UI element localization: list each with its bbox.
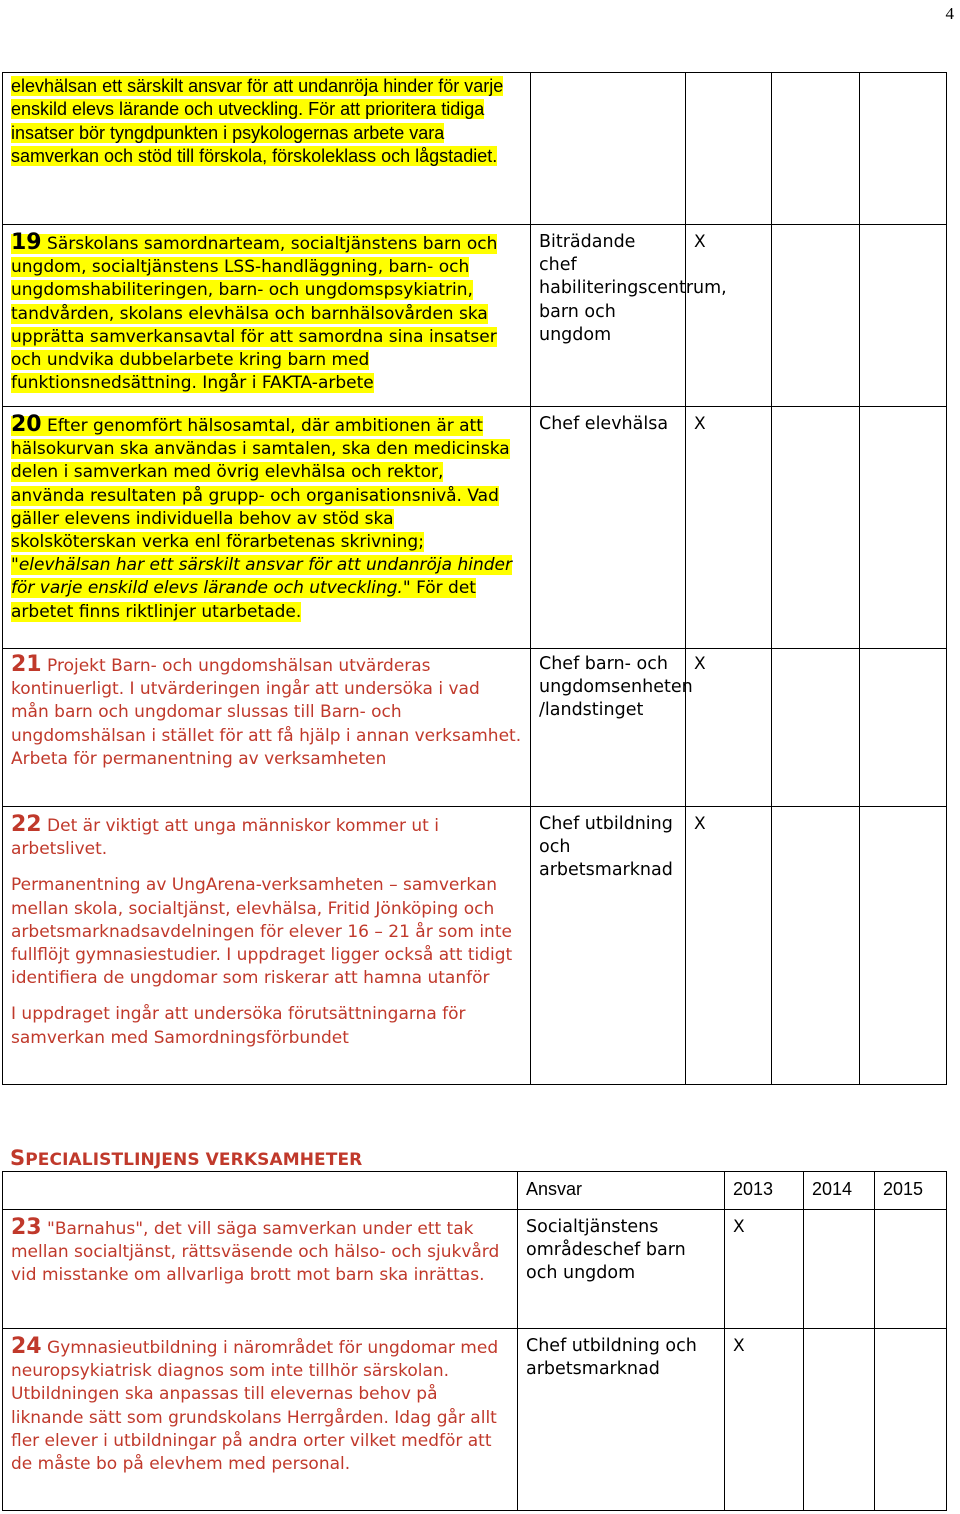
action-cell [3, 225, 531, 407]
header-2014: 2014 [804, 1172, 875, 1210]
page-number: 4 [945, 4, 954, 23]
action-number: 23 [11, 1215, 42, 1240]
action-cell [3, 1210, 518, 1329]
action-number: 21 [11, 652, 42, 677]
action-cell [3, 407, 531, 649]
responsible-cell: Chef barn- och ungdomsenheten /landstinget [531, 649, 686, 807]
action-number: 24 [11, 1334, 42, 1359]
header-2013: 2013 [725, 1172, 804, 1210]
action-text-3: I uppdraget ingår att undersöka förutsättningarna för samverkan med Samordningsförbundet [11, 1004, 466, 1048]
action-text: Gymnasieutbildning i närområdet för ungdomar med neuropsykiatrisk diagnos som inte tillhör särskolan. Utbildningen ska anpassas till elevernas behov på liknande sätt som grundskolans Herrgården. Idag går allt fler elever i utbildningar på andra orter vilket medför att de måste bo på elevhem med personal. [11, 1338, 499, 1475]
action-number: 19 [11, 230, 42, 255]
year-mark: X [686, 225, 772, 407]
year-mark: X [686, 649, 772, 807]
table-row [3, 1329, 947, 1511]
table-row [3, 807, 947, 1085]
action-cell [3, 649, 531, 807]
action-text-end: " För det arbetet finns riktlinjer utarbetade. [11, 578, 476, 622]
action-table-1 [2, 72, 947, 1085]
responsible-cell: Chef elevhälsa [531, 407, 686, 649]
action-text: "Barnahus", det vill säga samverkan under ett tak mellan socialtjänst, rättsväsende och hälso- och sjukvård vid misstanke om allvarliga brott mot barn ska inrättas. [11, 1219, 500, 1286]
action-table-2 [2, 1171, 947, 1511]
table-row [3, 225, 947, 407]
action-text-2: Permanentning av UngArena-verksamheten – samverkan mellan skola, socialtjänst, elevhälsa, Fritid Jönköping och arbetsmarknadsavdelningen för elever 16 – 21 år som inte fullflöjt gymnasiestudier. I uppdraget ligger också att tidigt identifiera de ungdomar som riskerar att hamna utanför [11, 875, 513, 989]
year-mark: X [686, 807, 772, 1085]
table-header-row [3, 1172, 947, 1210]
year-mark: X [725, 1210, 804, 1329]
table-row [3, 73, 947, 225]
action-text: Det är viktigt att unga människor kommer ut i arbetslivet. [11, 816, 439, 860]
header-ansvar: Ansvar [518, 1172, 725, 1210]
responsible-cell: Chef utbildning och arbetsmarknad [531, 807, 686, 1085]
intro-text: elevhälsan ett särskilt ansvar för att undanröja hinder för varje enskild elevs lärande och utveckling. För att prioritera tidiga insatser bör tyngdpunkten i psykologernas arbete vara samverkan och stöd till förskola, förskoleklass och lågstadiet. [11, 76, 504, 166]
year-mark: X [686, 407, 772, 649]
action-text: Efter genomfört hälsosamtal, där ambitionen är att hälsokurvan ska användas i samtalen, ska den medicinska delen i samverkan med övrig elevhälsa och rektor, använda resultaten på grupp- och organisationsnivå. Vad gäller elevens individuella behov av stöd ska skolsköterskan verka enl förarbetenas skrivning; " [11, 416, 510, 576]
action-number: 20 [11, 412, 42, 437]
action-number: 22 [11, 812, 42, 837]
table-row [3, 649, 947, 807]
action-text: Projekt Barn- och ungdomshälsan utvärderas kontinuerligt. I utvärderingen ingår att undersöka i vad mån barn och ungdomar slussas till Barn- och ungdomshälsan i stället för att få hjälp i annan verksamhet. [11, 656, 522, 746]
action-text-2: Arbeta för permanentning av verksamheten [11, 748, 387, 769]
table-row [3, 1210, 947, 1329]
year-mark: X [725, 1329, 804, 1511]
section-heading: SPECIALISTLINJENS VERKSAMHETER [10, 1146, 363, 1170]
action-text-quote: elevhälsan har ett särskilt ansvar för att undanröja hinder för varje enskild elevs lärande och utveckling. [11, 555, 512, 599]
responsible-cell: Socialtjänstens områdeschef barn och ungdom [518, 1210, 725, 1329]
header-2015: 2015 [875, 1172, 947, 1210]
action-cell [3, 807, 531, 1085]
action-cell [3, 1329, 518, 1511]
table-row [3, 407, 947, 649]
responsible-cell: Chef utbildning och arbetsmarknad [518, 1329, 725, 1511]
intro-cell [3, 73, 531, 225]
action-text: Särskolans samordnarteam, socialtjänstens barn och ungdom, socialtjänstens LSS-handläggning, barn- och ungdomshabiliteringen, barn- och ungdomspsykiatrin, tandvården, skolans elevhälsa och barnhälsovården ska upprätta samverkansavtal för att samordna sina insatser och undvika dubbelarbete kring barn med funktionsnedsättning. Ingår i FAKTA-arbete [11, 234, 498, 394]
responsible-cell: Biträdande chef habiliteringscentrum, barn och ungdom [531, 225, 686, 407]
